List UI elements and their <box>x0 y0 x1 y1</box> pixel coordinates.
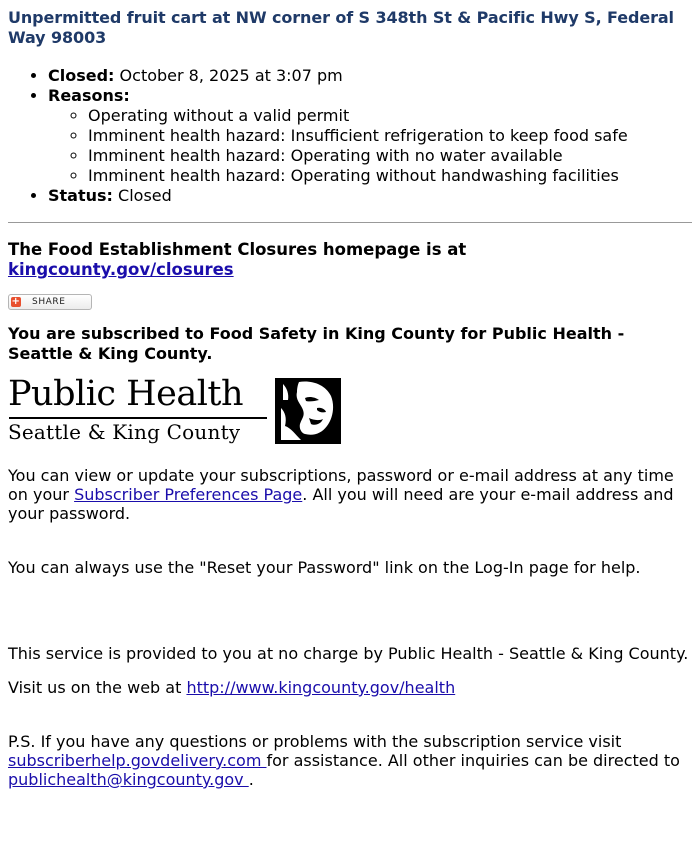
closures-homepage-link[interactable]: kingcounty.gov/closures <box>8 260 234 279</box>
reason-item: ◦ Imminent health hazard: Operating with no water available <box>88 146 692 166</box>
closure-title: Unpermitted fruit cart at NW corner of S 348th St & Pacific Hwy S, Federal Way 98003 <box>8 8 674 47</box>
subscriptions-text-end: . All you will need are your e-mail address and your password. <box>8 485 674 523</box>
status-label: Status: <box>48 186 113 205</box>
visit-text: Visit us on the web at <box>8 678 187 697</box>
publichealth-email-link[interactable]: publichealth@kingcounty.gov <box>8 770 249 789</box>
status-value: Closed <box>118 186 172 205</box>
closed-label: Closed: <box>48 66 115 85</box>
closed-item <box>48 66 692 86</box>
face-emblem-icon <box>275 378 341 444</box>
logo-subtitle: Seattle & King County <box>8 420 241 444</box>
ps-text-end: . <box>248 770 254 789</box>
homepage-text: The Food Establishment Closures homepage is at <box>8 240 467 259</box>
subscriber-preferences-link[interactable]: Subscriber Preferences Page <box>74 485 303 504</box>
reasons-list <box>48 106 692 186</box>
share-label: SHARE <box>32 297 66 307</box>
subscriptions-text: You can view or update your subscriptions, password or e-mail address at any time on your <box>8 466 674 504</box>
status-item <box>48 186 692 206</box>
ps-text: P.S. If you have any questions or problems with the subscription service visit <box>8 732 622 751</box>
public-health-logo <box>8 374 348 448</box>
ps-paragraph <box>8 732 692 789</box>
reason-item: ◦ Operating without a valid permit <box>88 106 692 126</box>
closed-value: October 8, 2025 at 3:07 pm <box>119 66 343 85</box>
subscriptions-paragraph <box>8 466 692 523</box>
subscription-notice: You are subscribed to Food Safety in King County for Public Health - Seattle & King County. <box>8 324 625 363</box>
kingcounty-health-link[interactable]: http://www.kingcounty.gov/health <box>186 678 456 697</box>
logo-title: Public Health <box>8 374 244 414</box>
reasons-item <box>48 86 692 186</box>
share-button[interactable] <box>8 294 92 310</box>
plus-icon: + <box>11 296 21 307</box>
divider <box>8 222 692 223</box>
reason-item: ◦ Imminent health hazard: Operating without handwashing facilities <box>88 166 692 186</box>
email-content <box>8 8 692 789</box>
subscriberhelp-link[interactable]: subscriberhelp.govdelivery.com <box>8 751 267 770</box>
reasons-label: Reasons: <box>48 86 130 105</box>
visit-paragraph <box>8 678 692 697</box>
ps-text-middle: for assistance. All other inquiries can be directed to <box>266 751 680 770</box>
service-paragraph: This service is provided to you at no charge by Public Health - Seattle & King County. <box>8 644 689 663</box>
reason-item: ◦ Imminent health hazard: Insufficient refrigeration to keep food safe <box>88 126 692 146</box>
homepage-line <box>8 240 692 280</box>
closure-details <box>8 66 692 206</box>
logo-underline <box>9 417 267 419</box>
reset-password-paragraph: You can always use the "Reset your Password" link on the Log-In page for help. <box>8 558 641 577</box>
